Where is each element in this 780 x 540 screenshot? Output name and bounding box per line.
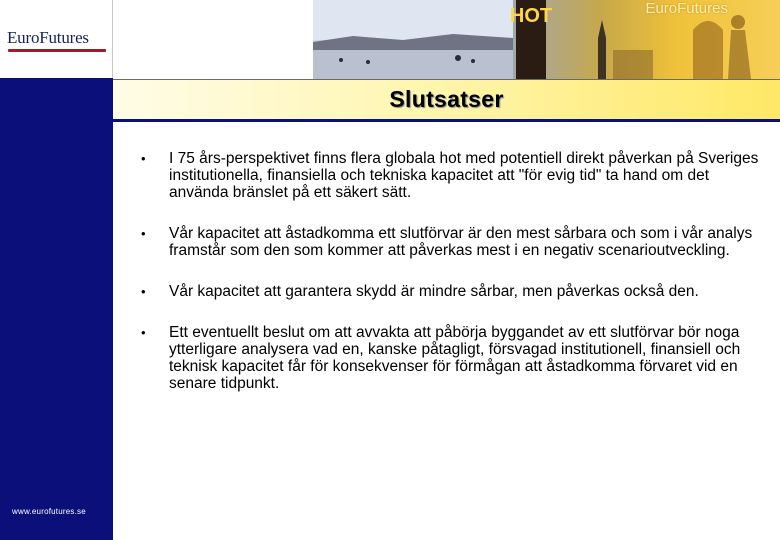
bullet-list — [140, 150, 760, 416]
bullet-marker: • — [141, 284, 146, 299]
logo-text: EuroFutures — [7, 28, 89, 47]
bullet-item — [140, 225, 760, 259]
bullet-text: Vår kapacitet att garantera skydd är mindre sårbar, men påverkas också den. — [169, 283, 699, 300]
bullet-item — [140, 150, 760, 201]
header-photo-collage — [313, 0, 780, 79]
bullet-item — [140, 283, 760, 300]
bullet-marker: • — [141, 226, 146, 241]
slide-title: Slutsatser — [389, 86, 504, 112]
left-sidebar — [0, 0, 113, 540]
logo-underline — [8, 49, 106, 52]
footer-url: www.eurofutures.se — [12, 507, 86, 516]
bullet-item — [140, 324, 760, 392]
bullet-text: I 75 års-perspektivet finns flera globala hot med potentiell direkt påverkan på Sveriges institutionella, finansiella och tekniska kapacitet att "för evig tid" ta hand om det använda bränslet på ett säkert sätt. — [169, 150, 759, 201]
photo-brand-text: EuroFutures — [645, 0, 728, 17]
bullet-marker: • — [141, 151, 146, 166]
bullet-text: Vår kapacitet att åstadkomma ett slutförvar är den mest sårbara och som i vår analys framstår som den som kommer att påverkas mest i en negativ scenarioutveckling. — [169, 225, 753, 259]
bullet-text: Ett eventuellt beslut om att avvakta att påbörja byggandet av ett slutförvar bör noga ytterligare analysera vad en, kanske påtagligt, försvagad institutionell, finansiell och teknisk kapacitet får för konsekvenser för förmågan att åstadkomma förvaret vid en senare tidpunkt. — [169, 324, 741, 392]
hotel-sign-letters: HOT — [509, 5, 553, 27]
title-underline-rule — [113, 119, 780, 122]
eurofutures-logo — [0, 0, 113, 78]
bullet-marker: • — [141, 325, 146, 340]
